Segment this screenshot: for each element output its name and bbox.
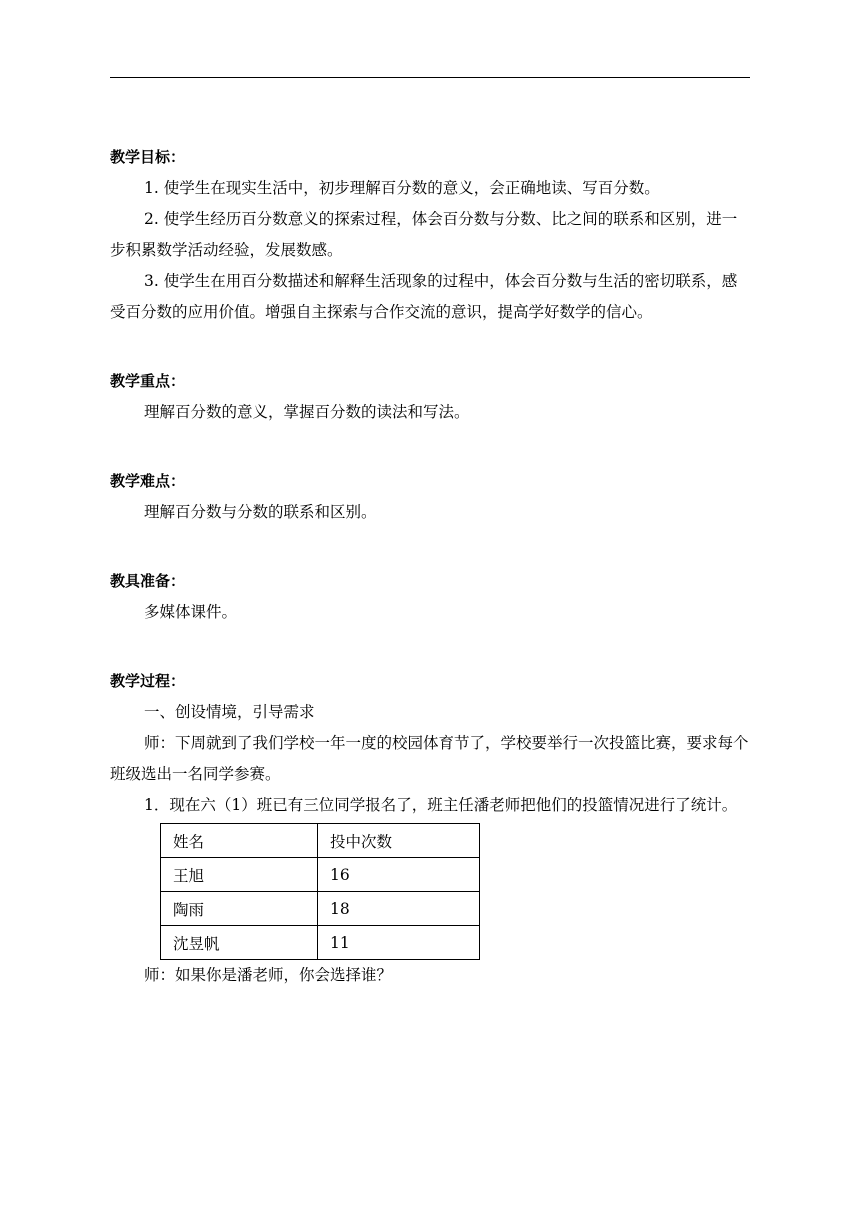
materials-heading: 教具准备： — [110, 572, 186, 590]
header-rule — [110, 77, 750, 78]
table-cell-hits: 16 — [318, 858, 480, 892]
shooting-stats-table — [160, 823, 480, 960]
table-header-row — [161, 824, 480, 858]
process-section-title: 一、创设情境，引导需求 — [144, 703, 315, 721]
objectives-heading: 教学目标： — [110, 148, 186, 166]
table-row — [161, 926, 480, 960]
objective-item-1: 1. 使学生在现实生活中，初步理解百分数的意义，会正确地读、写百分数。 — [144, 179, 660, 197]
table-cell-hits: 18 — [318, 892, 480, 926]
process-heading: 教学过程： — [110, 672, 186, 690]
table-cell-name: 王旭 — [161, 858, 318, 892]
table-cell-name: 沈昱帆 — [161, 926, 318, 960]
objective-item-3: 3. 使学生在用百分数描述和解释生活现象的过程中，体会百分数与生活的密切联系，感受百分数的应用价值。增强自主探索与合作交流的意识，提高学好数学的信心。 — [110, 272, 738, 321]
table-header-name: 姓名 — [161, 824, 318, 858]
teacher-question: 师：如果你是潘老师，你会选择谁？ — [144, 966, 393, 984]
table-row — [161, 892, 480, 926]
teacher-intro: 师：下周就到了我们学校一年一度的校园体育节了，学校要举行一次投篮比赛，要求每个班级选出一名同学参赛。 — [110, 734, 749, 783]
table-cell-name: 陶雨 — [161, 892, 318, 926]
table-cell-hits: 11 — [318, 926, 480, 960]
table-row — [161, 858, 480, 892]
table-header-hits: 投中次数 — [318, 824, 480, 858]
step-1-text: 1．现在六（1）班已有三位同学报名了，班主任潘老师把他们的投篮情况进行了统计。 — [144, 796, 738, 814]
difficulties-heading: 教学难点： — [110, 472, 186, 490]
key-points-text: 理解百分数的意义，掌握百分数的读法和写法。 — [144, 403, 470, 421]
document-body — [110, 142, 750, 991]
materials-text: 多媒体课件。 — [144, 603, 238, 621]
difficulties-text: 理解百分数与分数的联系和区别。 — [144, 503, 377, 521]
objective-item-2: 2. 使学生经历百分数意义的探索过程，体会百分数与分数、比之间的联系和区别，进一步积累数学活动经验，发展数感。 — [110, 210, 738, 259]
key-points-heading: 教学重点： — [110, 372, 186, 390]
